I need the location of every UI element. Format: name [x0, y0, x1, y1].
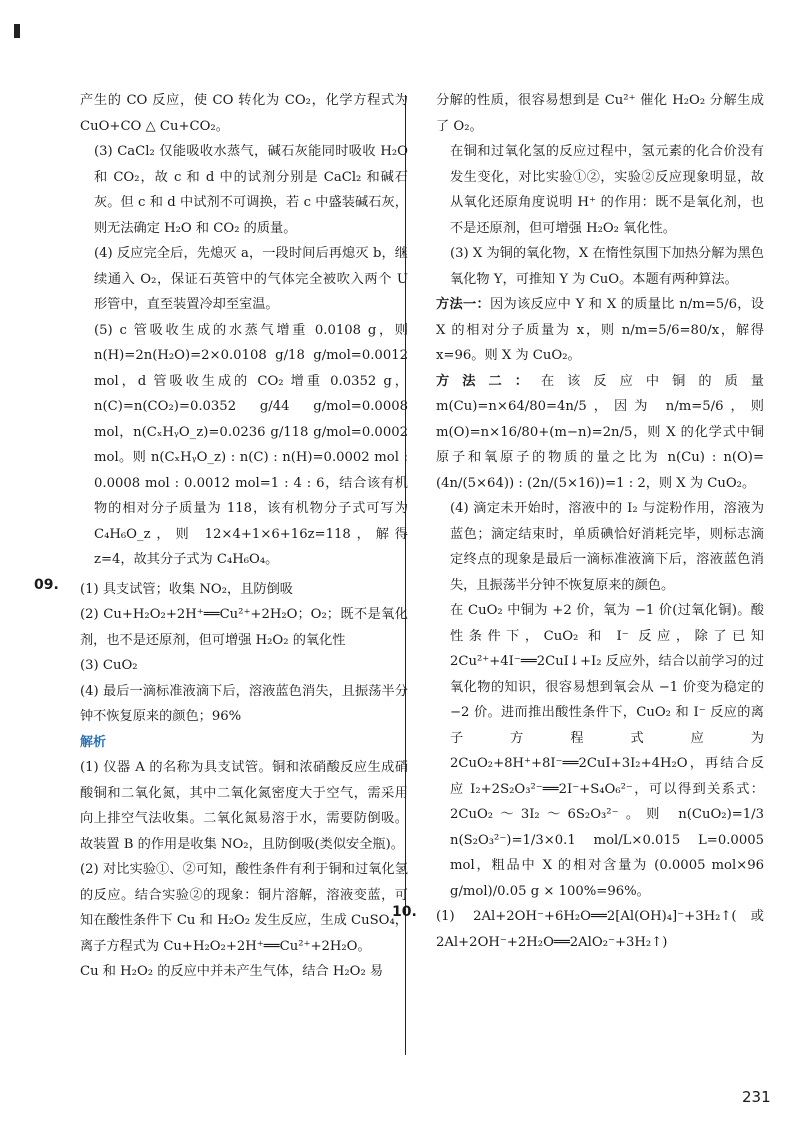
analysis-heading: 解析: [80, 734, 107, 750]
right-paragraph-2: 在铜和过氧化氢的反应过程中，氢元素的化合价没有发生变化，对比实验①②，实验②反应现象明显，故从氧化还原角度说明 H⁺ 的作用：既不是氧化剂，也不是还原剂，但可增强 H₂O₂ 氧化性。: [450, 144, 764, 236]
q9-answer-4: (4) 最后一滴标准液滴下后，溶液蓝色消失，且振荡半分钟不恢复原来的颜色；96%: [80, 683, 408, 724]
right-paragraph-5: 在 CuO₂ 中铜为 +2 价，氧为 −1 价(过氧化铜)。酸性条件下，CuO₂ 和 I⁻ 反应，除了已知 2Cu²⁺+4I⁻══2CuI↓+I₂ 反应外，结合以前学习的过氧化物的知识，很容易想到氧会从 −1 价变为稳定的 −2 价。进而推出酸性条件下，CuO₂ 和 I⁻ 反应的离子方程式应为 2CuO₂+8H⁺+8I⁻══2CuI+3I₂+4H₂O，再结合反应 I₂+2S₂O₃²⁻══2I⁻+S₄O₆²⁻，可以得到关系式：2CuO₂～3I₂～6S₂O₃²⁻。则 n(CuO₂)=1/3 n(S₂O₃²⁻)=1/3×0.1 mol/L×0.015 L=0.0005 mol，粗品中 X 的相对含量为 (0.0005 mol×96 g/mol)/0.05 g × 100%=96%。: [450, 603, 764, 899]
left-paragraph-3: (4) 反应完全后，先熄灭 a，一段时间后再熄灭 b，继续通入 O₂，保证石英管中的气体完全被吹入两个 U 形管中，直至装置冷却至室温。: [94, 246, 408, 312]
left-paragraph-2: (3) CaCl₂ 仅能吸收水蒸气，碱石灰能同时吸收 H₂O 和 CO₂，故 c 和 d 中的试剂分别是 CaCl₂ 和碱石灰。但 c 和 d 中试剂不可调换，若 c 中盛装碱石灰，则无法确定 H₂O 和 CO₂ 的质量。: [94, 144, 408, 236]
question-9-number: 09.: [34, 576, 59, 593]
q9-explanation-2: (2) 对比实验①、②可知，酸性条件有利于铜和过氧化氢的反应。结合实验②的现象：铜片溶解，溶液变蓝，可知在酸性条件下 Cu 和 H₂O₂ 发生反应，生成 CuSO₄，离子方程式为 Cu+H₂O₂+2H⁺══Cu²⁺+2H₂O。: [80, 862, 408, 954]
method-two-text: 在该反应中铜的质量 m(Cu)=n×64/80=4n/5，因为 n/m=5/6，则 m(O)=n×16/80+(m−n)=2n/5，则 X 的化学式中铜原子和氧原子的物质的量之比为 n(Cu) : n(O)=(4n/(5×64)) : (2n/(5×16))=1 : 2，则 X 为 CuO₂。: [436, 373, 764, 491]
method-one-text: 因为该反应中 Y 和 X 的质量比 n/m=5/6，设 X 的相对分子质量为 x，则 n/m=5/6=80/x，解得 x=96。则 X 为 CuO₂。: [436, 297, 764, 363]
page-number: 231: [742, 1088, 771, 1106]
q9-answer-2: (2) Cu+H₂O₂+2H⁺══Cu²⁺+2H₂O；O₂；既不是氧化剂，也不是还原剂，但可增强 H₂O₂ 的氧化性: [80, 607, 408, 648]
method-one: [436, 292, 764, 369]
right-paragraph-3: (3) X 为铜的氧化物，X 在惰性氛围下加热分解为黑色氧化物 Y，可推知 Y 为 CuO。本题有两种算法。: [450, 246, 764, 287]
question-10-number: 10.: [392, 904, 417, 920]
q9-answer-3: (3) CuO₂: [80, 658, 138, 673]
left-paragraph-1: 产生的 CO 反应，使 CO 转化为 CO₂，化学方程式为 CuO+CO △ Cu+CO₂。: [80, 93, 408, 134]
binding-mark: [14, 24, 20, 38]
method-two: [436, 369, 764, 497]
left-column: [34, 88, 408, 985]
question-10-answers: [392, 904, 764, 955]
method-two-label: 方法二：: [436, 373, 541, 389]
left-paragraph-4: (5) c 管吸收生成的水蒸气增重 0.0108 g，则 n(H)=2n(H₂O)=2×0.0108 g/18 g/mol=0.0012 mol，d 管吸收生成的 CO₂ 增重 0.0352 g，n(C)=n(CO₂)=0.0352 g/44 g/mol=0.0008 mol，n(CₓHᵧO_z)=0.0236 g/118 g/mol=0.0002 mol。则 n(CₓHᵧO_z) : n(C) : n(H)=0.0002 mol : 0.0008 mol : 0.0012 mol=1 : 4 : 6，结合该有机物的相对分子质量为 118，该有机物分子式可写为 C₄H₆O_z，则 12×4+1×6+16z=118，解得 z=4，故其分子式为 C₄H₆O₄。: [94, 322, 408, 567]
question-9-answers: [34, 576, 408, 730]
q9-answer-1: (1) 具支试管；收集 NO₂，且防倒吸: [80, 581, 293, 597]
q10-answer-1: (1) 2Al+2OH⁻+6H₂O══2[Al(OH)₄]⁻+3H₂↑(或 2Al+2OH⁻+2H₂O══2AlO₂⁻+3H₂↑): [436, 909, 764, 950]
right-column: [392, 88, 764, 955]
right-paragraph-4: (4) 滴定未开始时，溶液中的 I₂ 与淀粉作用，溶液为蓝色；滴定结束时，单质碘恰好消耗完毕，则标志滴定终点的现象是最后一滴标准液滴下后，溶液蓝色消失，且振荡半分钟不恢复原来的颜色。: [450, 501, 764, 593]
q9-explanation-1: (1) 仪器 A 的名称为具支试管。铜和浓硝酸反应生成硝酸铜和二氧化氮，其中二氧化氮密度大于空气，需采用向上排空气法收集。二氧化氮易溶于水，需要防倒吸。故装置 B 的作用是收集 NO₂，且防倒吸(类似安全瓶)。: [80, 760, 408, 852]
method-one-label: 方法一：: [436, 297, 491, 312]
q9-explanation-3: Cu 和 H₂O₂ 的反应中并未产生气体，结合 H₂O₂ 易: [80, 964, 384, 979]
right-paragraph-1: 分解的性质，很容易想到是 Cu²⁺ 催化 H₂O₂ 分解生成了 O₂。: [436, 93, 764, 134]
